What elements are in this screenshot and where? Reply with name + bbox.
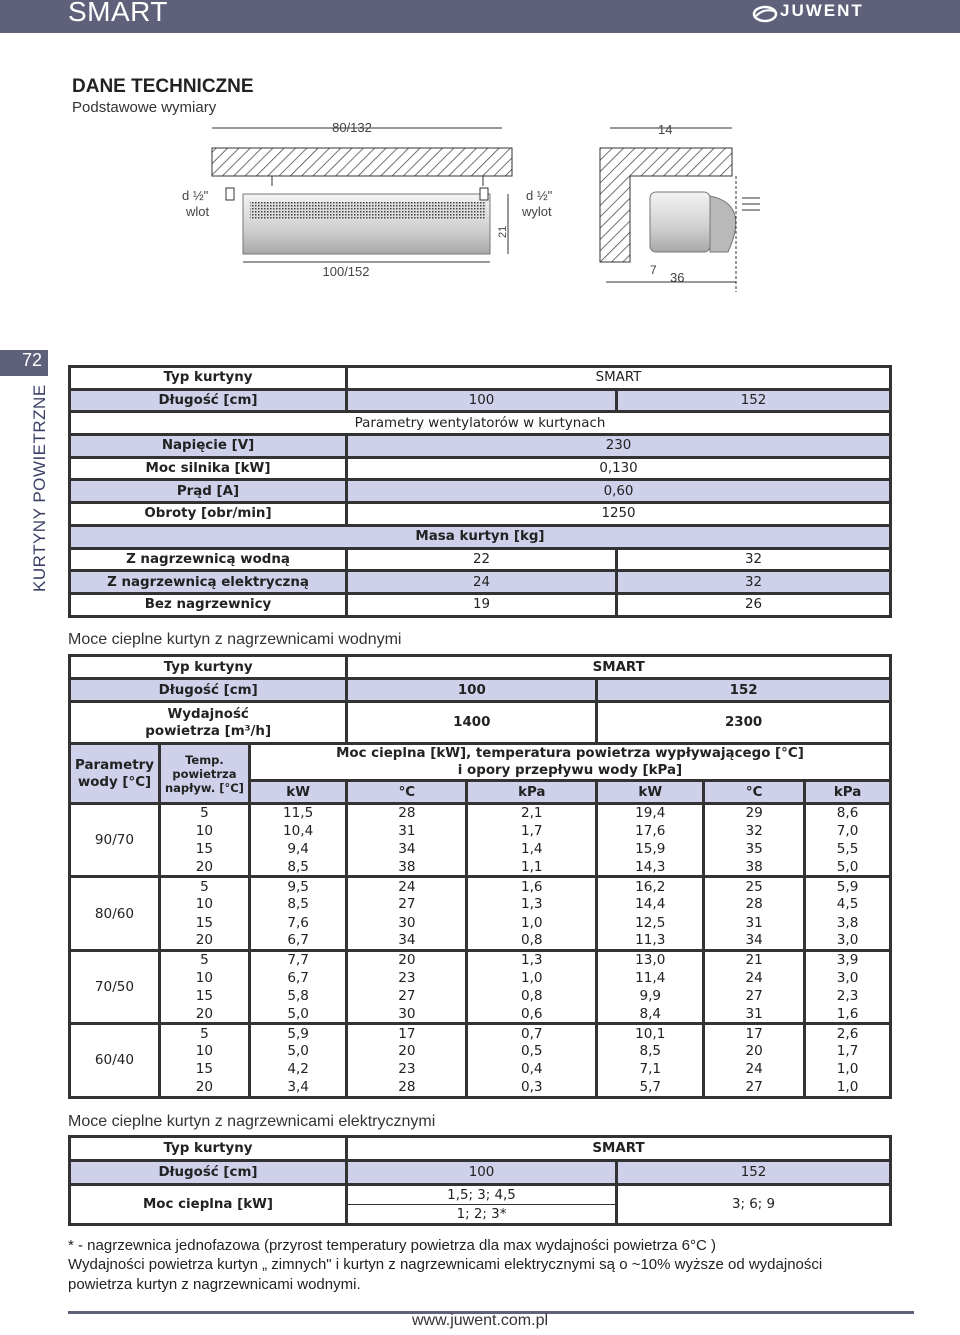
electric-table-caption: Moce cieplne kurtyn z nagrzewnicami elektrycznymi xyxy=(68,1113,436,1130)
value-cell: 35 xyxy=(704,840,805,858)
value-cell: 9,5 xyxy=(249,877,347,895)
type-label: Typ kurtyny xyxy=(70,656,347,679)
inflow-temp-cell: 5 xyxy=(159,877,249,895)
value-cell: 0,3 xyxy=(467,1079,597,1097)
value-cell: 23 xyxy=(347,1060,467,1078)
value-cell: 28 xyxy=(704,895,805,913)
dimension-drawing xyxy=(150,112,790,304)
length-152: 152 xyxy=(597,679,891,702)
note-line-2: Wydajności powietrza kurtyn „ zimnych" i kurtyn z nagrzewnicami elektrycznymi są o ~10% wyższe od wydajności xyxy=(68,1256,823,1273)
mass-152: 32 xyxy=(617,571,891,594)
table-row xyxy=(70,412,891,435)
table-row xyxy=(70,503,891,526)
flow-label-1: Wydajność xyxy=(167,706,249,722)
value-cell: 34 xyxy=(347,932,467,950)
table-row xyxy=(70,525,891,548)
value-cell: 27 xyxy=(347,987,467,1005)
value-cell: 13,0 xyxy=(597,950,704,968)
value-cell: 3,0 xyxy=(805,969,891,987)
table-row xyxy=(70,457,891,480)
table-row xyxy=(70,1137,891,1161)
value-cell: 11,5 xyxy=(249,804,347,822)
value-cell: 1,0 xyxy=(805,1079,891,1097)
value-cell: 16,2 xyxy=(597,877,704,895)
inflow-temp-cell: 20 xyxy=(159,1079,249,1097)
temp-inflow-label xyxy=(159,744,249,804)
dim-top-side: 14 xyxy=(658,122,673,137)
value-cell: 8,4 xyxy=(597,1005,704,1023)
value-cell: 28 xyxy=(347,804,467,822)
mass-label: Bez nagrzewnicy xyxy=(70,593,347,616)
table-row xyxy=(70,480,891,503)
value-cell: 25 xyxy=(704,877,805,895)
value-cell: 4,5 xyxy=(805,895,891,913)
brand-logo: JUWENT xyxy=(780,1,864,20)
value-cell: 3,9 xyxy=(805,950,891,968)
mass-152: 32 xyxy=(617,548,891,571)
inlet-label-2: wlot xyxy=(186,204,210,219)
value-cell: 7,0 xyxy=(805,822,891,840)
value-cell: 32 xyxy=(704,822,805,840)
row-label: Prąd [A] xyxy=(70,480,347,503)
table-row xyxy=(70,859,891,877)
mass-100: 24 xyxy=(347,571,617,594)
power-label: Moc cieplna [kW] xyxy=(70,1185,347,1225)
side-category-label: KURTYNY POWIETRZNE xyxy=(30,384,49,592)
type-label: Typ kurtyny xyxy=(70,367,347,390)
table-row xyxy=(70,367,891,390)
value-cell: 20 xyxy=(704,1042,805,1060)
value-cell: 38 xyxy=(704,859,805,877)
power-100-b: 1; 2; 3* xyxy=(347,1205,617,1225)
value-cell: 1,3 xyxy=(467,895,597,913)
header-title: SMART xyxy=(68,0,168,27)
value-cell: 31 xyxy=(704,914,805,932)
table-row xyxy=(70,1024,891,1042)
temp-label-3: napływ. [°C] xyxy=(164,780,244,795)
table-row xyxy=(70,987,891,1005)
dim-depth: 36 xyxy=(670,270,685,285)
unit-c: °C xyxy=(347,781,467,804)
value-cell: 8,5 xyxy=(249,895,347,913)
inflow-temp-cell: 10 xyxy=(159,969,249,987)
outlet-connector xyxy=(480,188,488,200)
outlet-label-2: wylot xyxy=(522,204,552,219)
electric-heater-table xyxy=(68,1135,892,1226)
value-cell: 1,0 xyxy=(805,1060,891,1078)
value-cell: 28 xyxy=(347,1079,467,1097)
value-cell: 0,8 xyxy=(467,932,597,950)
value-cell: 9,9 xyxy=(597,987,704,1005)
flow-100: 1400 xyxy=(347,702,597,744)
water-heater-table xyxy=(68,654,892,1099)
temp-label-2: powietrza xyxy=(172,766,237,781)
value-cell: 27 xyxy=(347,895,467,913)
table-row xyxy=(70,840,891,858)
value-cell: 1,0 xyxy=(467,969,597,987)
length-100: 100 xyxy=(347,389,617,412)
row-value: 1250 xyxy=(347,503,891,526)
note-line-1: * - nagrzewnica jednofazowa (przyrost temperatury powietrza dla max wydajności powietrza 6°C ) xyxy=(68,1237,716,1254)
inflow-temp-cell: 10 xyxy=(159,1042,249,1060)
value-cell: 5,8 xyxy=(249,987,347,1005)
water-table-body xyxy=(70,804,891,1098)
value-cell: 1,6 xyxy=(805,1005,891,1023)
value-cell: 3,8 xyxy=(805,914,891,932)
table-row xyxy=(70,895,891,913)
length-152: 152 xyxy=(617,389,891,412)
air-grille xyxy=(250,202,486,220)
value-cell: 5,9 xyxy=(805,877,891,895)
type-label: Typ kurtyny xyxy=(70,1137,347,1161)
fan-params-table xyxy=(68,365,892,618)
value-cell: 34 xyxy=(347,840,467,858)
value-cell: 1,1 xyxy=(467,859,597,877)
mass-152: 26 xyxy=(617,593,891,616)
table-row xyxy=(70,656,891,679)
value-cell: 8,5 xyxy=(597,1042,704,1060)
mass-label: Z nagrzewnicą wodną xyxy=(70,548,347,571)
value-cell: 8,6 xyxy=(805,804,891,822)
value-cell: 5,0 xyxy=(249,1005,347,1023)
inflow-temp-cell: 20 xyxy=(159,1005,249,1023)
value-cell: 0,8 xyxy=(467,987,597,1005)
length-100: 100 xyxy=(347,679,597,702)
table-row xyxy=(70,969,891,987)
value-cell: 2,6 xyxy=(805,1024,891,1042)
value-cell: 5,0 xyxy=(249,1042,347,1060)
table-row xyxy=(70,744,891,781)
value-cell: 0,5 xyxy=(467,1042,597,1060)
section-title: DANE TECHNICZNE xyxy=(72,76,254,97)
value-cell: 12,5 xyxy=(597,914,704,932)
value-cell: 20 xyxy=(347,950,467,968)
fan-heading: Parametry wentylatorów w kurtynach xyxy=(70,412,891,435)
value-cell: 1,7 xyxy=(805,1042,891,1060)
row-label: Obroty [obr/min] xyxy=(70,503,347,526)
table-row xyxy=(70,435,891,458)
value-cell: 5,9 xyxy=(249,1024,347,1042)
table-row xyxy=(70,679,891,702)
unit-kw: kW xyxy=(597,781,704,804)
value-cell: 29 xyxy=(704,804,805,822)
water-params-label xyxy=(70,744,160,804)
inflow-temp-cell: 10 xyxy=(159,895,249,913)
value-cell: 1,3 xyxy=(467,950,597,968)
row-label: Napięcie [V] xyxy=(70,435,347,458)
value-cell: 21 xyxy=(704,950,805,968)
dim-gap: 7 xyxy=(650,263,657,277)
water-params-cell: 60/40 xyxy=(70,1024,160,1097)
value-cell: 0,6 xyxy=(467,1005,597,1023)
value-cell: 6,7 xyxy=(249,969,347,987)
value-cell: 24 xyxy=(704,969,805,987)
row-value: 0,130 xyxy=(347,457,891,480)
value-cell: 1,0 xyxy=(467,914,597,932)
table-row xyxy=(70,1060,891,1078)
table-row xyxy=(70,593,891,616)
inlet-label-1: d ½" xyxy=(182,188,209,203)
value-cell: 5,7 xyxy=(597,1079,704,1097)
value-cell: 15,9 xyxy=(597,840,704,858)
value-cell: 4,2 xyxy=(249,1060,347,1078)
value-cell: 7,7 xyxy=(249,950,347,968)
water-label-1: Parametry xyxy=(75,757,154,773)
table-row xyxy=(70,548,891,571)
value-cell: 1,7 xyxy=(467,822,597,840)
value-cell: 10,4 xyxy=(249,822,347,840)
footer-url[interactable]: www.juwent.com.pl xyxy=(411,1312,549,1329)
value-cell: 1,6 xyxy=(467,877,597,895)
value-cell: 7,1 xyxy=(597,1060,704,1078)
power-100-a: 1,5; 3; 4,5 xyxy=(347,1185,617,1205)
ceiling-hatch xyxy=(212,148,512,176)
inflow-temp-cell: 15 xyxy=(159,987,249,1005)
water-params-cell: 90/70 xyxy=(70,804,160,877)
power-heading-1: Moc cieplna [kW], temperatura powietrza wypływającego [°C] xyxy=(336,746,804,761)
unit-kpa: kPa xyxy=(805,781,891,804)
value-cell: 11,4 xyxy=(597,969,704,987)
inflow-temp-cell: 15 xyxy=(159,840,249,858)
inflow-temp-cell: 15 xyxy=(159,1060,249,1078)
mass-heading: Masa kurtyn [kg] xyxy=(70,525,891,548)
value-cell: 31 xyxy=(704,1005,805,1023)
inflow-temp-cell: 20 xyxy=(159,859,249,877)
value-cell: 23 xyxy=(347,969,467,987)
value-cell: 2,1 xyxy=(467,804,597,822)
value-cell: 38 xyxy=(347,859,467,877)
table-row xyxy=(70,877,891,895)
value-cell: 17 xyxy=(704,1024,805,1042)
temp-label-1: Temp. xyxy=(185,752,224,767)
value-cell: 30 xyxy=(347,1005,467,1023)
value-cell: 6,7 xyxy=(249,932,347,950)
row-label: Moc silnika [kW] xyxy=(70,457,347,480)
table-row xyxy=(70,571,891,594)
flow-label xyxy=(70,702,347,744)
table-row xyxy=(70,1042,891,1060)
value-cell: 2,3 xyxy=(805,987,891,1005)
value-cell: 7,6 xyxy=(249,914,347,932)
value-cell: 17,6 xyxy=(597,822,704,840)
power-152: 3; 6; 9 xyxy=(617,1185,891,1225)
value-cell: 17 xyxy=(347,1024,467,1042)
row-value: 230 xyxy=(347,435,891,458)
length-label: Długość [cm] xyxy=(70,389,347,412)
inflow-temp-cell: 10 xyxy=(159,822,249,840)
water-params-cell: 70/50 xyxy=(70,950,160,1023)
mass-100: 22 xyxy=(347,548,617,571)
mass-label: Z nagrzewnicą elektryczną xyxy=(70,571,347,594)
value-cell: 5,0 xyxy=(805,859,891,877)
value-cell: 10,1 xyxy=(597,1024,704,1042)
table-row xyxy=(70,804,891,822)
table-row xyxy=(70,389,891,412)
length-100: 100 xyxy=(347,1161,617,1185)
outlet-label-1: d ½" xyxy=(526,188,553,203)
inflow-temp-cell: 5 xyxy=(159,950,249,968)
value-cell: 19,4 xyxy=(597,804,704,822)
table-row xyxy=(70,1161,891,1185)
value-cell: 3,0 xyxy=(805,932,891,950)
inflow-temp-cell: 5 xyxy=(159,804,249,822)
value-cell: 27 xyxy=(704,1079,805,1097)
value-cell: 0,4 xyxy=(467,1060,597,1078)
page-number: 72 xyxy=(0,350,48,376)
value-cell: 1,4 xyxy=(467,840,597,858)
unit-kw: kW xyxy=(249,781,347,804)
dim-top-front: 80/132 xyxy=(332,120,372,135)
table-row xyxy=(70,702,891,744)
table-row xyxy=(70,1005,891,1023)
length-label: Długość [cm] xyxy=(70,679,347,702)
mass-100: 19 xyxy=(347,593,617,616)
length-label: Długość [cm] xyxy=(70,1161,347,1185)
value-cell: 8,5 xyxy=(249,859,347,877)
value-cell: 14,3 xyxy=(597,859,704,877)
dim-height: 21 xyxy=(497,225,509,238)
table-row xyxy=(70,1185,891,1205)
power-heading-2: i opory przepływu wody [kPa] xyxy=(457,763,683,778)
power-heading xyxy=(249,744,890,781)
table-row xyxy=(70,1079,891,1097)
value-cell: 31 xyxy=(347,822,467,840)
flow-label-2: powietrza [m³/h] xyxy=(145,723,272,739)
value-cell: 27 xyxy=(704,987,805,1005)
value-cell: 34 xyxy=(704,932,805,950)
water-params-cell: 80/60 xyxy=(70,877,160,950)
type-value: SMART xyxy=(347,367,891,390)
curtain-side-body xyxy=(650,192,710,252)
type-value: SMART xyxy=(347,1137,891,1161)
water-table-caption: Moce cieplne kurtyn z nagrzewnicami wodnymi xyxy=(68,631,402,648)
flow-152: 2300 xyxy=(597,702,891,744)
value-cell: 14,4 xyxy=(597,895,704,913)
dim-bottom-front: 100/152 xyxy=(322,264,370,279)
inflow-temp-cell: 20 xyxy=(159,932,249,950)
type-value: SMART xyxy=(347,656,891,679)
table-row xyxy=(70,914,891,932)
value-cell: 11,3 xyxy=(597,932,704,950)
table-row xyxy=(70,822,891,840)
value-cell: 0,7 xyxy=(467,1024,597,1042)
unit-c: °C xyxy=(704,781,805,804)
value-cell: 24 xyxy=(347,877,467,895)
value-cell: 30 xyxy=(347,914,467,932)
value-cell: 24 xyxy=(704,1060,805,1078)
note-line-3: powietrza kurtyn z nagrzewnicami wodnymi. xyxy=(68,1276,361,1293)
table-row xyxy=(70,950,891,968)
side-category xyxy=(30,380,50,600)
inflow-temp-cell: 5 xyxy=(159,1024,249,1042)
value-cell: 9,4 xyxy=(249,840,347,858)
row-value: 0,60 xyxy=(347,480,891,503)
water-label-2: wody [°C] xyxy=(77,774,152,790)
value-cell: 3,4 xyxy=(249,1079,347,1097)
length-152: 152 xyxy=(617,1161,891,1185)
value-cell: 5,5 xyxy=(805,840,891,858)
inflow-temp-cell: 15 xyxy=(159,914,249,932)
inlet-connector xyxy=(226,188,234,200)
section-subtitle: Podstawowe wymiary xyxy=(72,99,217,116)
value-cell: 20 xyxy=(347,1042,467,1060)
table-row xyxy=(70,932,891,950)
unit-kpa: kPa xyxy=(467,781,597,804)
